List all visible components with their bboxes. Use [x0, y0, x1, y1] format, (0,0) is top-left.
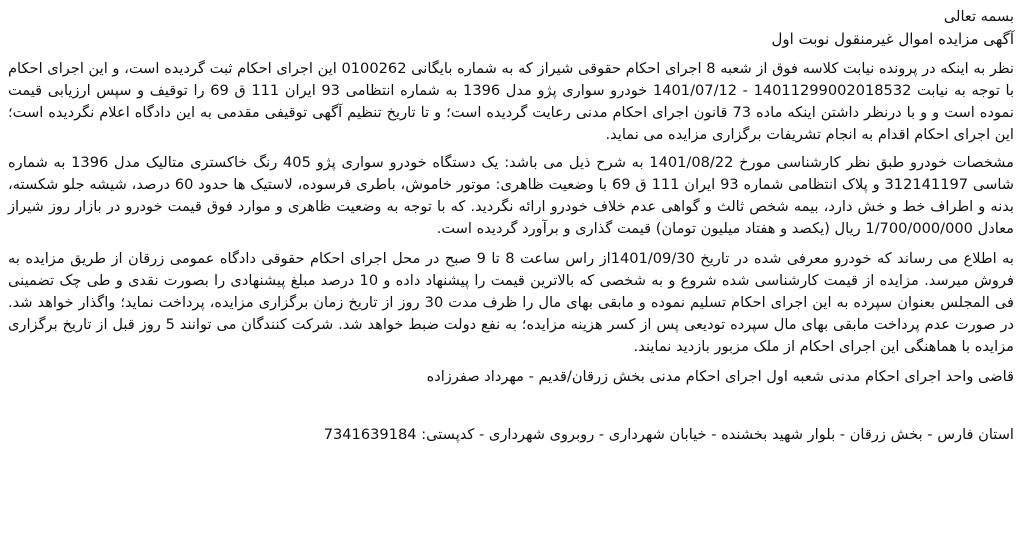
paragraph-vehicle-specs: مشخصات خودرو طبق نظر کارشناسی مورخ 1401/08/22 به شرح ذیل می باشد: یک دستگاه خودرو سواری پژو 405 رنگ خاکستری متالیک مدل 1396 به شماره شاسی 312141197 و پلاک انتظامی شماره 93 ایران 111 ق 69 با وضعیت ظاهری: موتور خاموش، باطری فرسوده، لاستیک ها حدود 60 درصد، شیشه جلو شکسته، بدنه و اطراف خط و خش دارد، بیمه شخص ثالث و گواهی عدم خلاف خودرو ارائه نگردید. که با توجه به وضعیت ظاهری و موارد فوق قیمت خودرو در بازار روز شیراز معادل 1/700/000/000 ریال (یکصد و هفتاد میلیون تومان) قیمت گذاری و برآورد گردیده است. [8, 154, 1014, 237]
paragraph-auction-terms: به اطلاع می رساند که خودرو معرفی شده در تاریخ 1401/09/30از راس ساعت 8 تا 9 صبح در محل اجرای احکام حقوقی دادگاه عمومی زرقان از طریق مزایده به فروش میرسد. مزایده از قیمت کارشناسی شده شروع و به شخصی که بالاترین قیمت را پیشنهاد داده و 10 درصد مبلغ پیشنهادی را بصورت نقدی و طی چک تضمینی فی المجلس بعنوان سپرده به این اجرای احکام تسلیم نموده و مابقی بهای مال را ظرف مدت 30 روز از تاریخ زمان برگزاری مزایده، پرداخت نماید؛ واگذار خواهد شد. در صورت عدم پرداخت مابقی بهای مال سپرده تودیعی پس از کسر هزینه مزایده؛ به نفع دولت ضبط خواهد شد. شرکت کنندگان می توانند 5 روز قبل از تاریخ برگزاری مزایده با هماهنگی این اجرای احکام از ملک مزبور بازدید نمایند. [8, 250, 1015, 355]
document-header: بسمه تعالی [943, 8, 1014, 25]
document-title: آگهی مزایده اموال غیرمنقول نوبت اول [771, 30, 1014, 48]
judge-signature: قاضی واحد اجرای احکام مدنی شعبه اول اجرای احکام مدنی بخش زرقان/قدیم - مهرداد صفرزاده [426, 368, 1014, 385]
office-address: استان فارس - بخش زرقان - بلوار شهید بخشنده - خیابان شهرداری - روبروی شهرداری - کدپستی: 7341639184 [323, 426, 1014, 443]
paragraph-intro: نظر به اینکه در پرونده نیابت کلاسه فوق از شعبه 8 اجرای احکام حقوقی شیراز که به شماره بایگانی 0100262 این اجرای احکام ثبت گردیده است، و این اجرای احکام با توجه به نیابت 14011299002018532 - 1401/07/12 خودرو سواری پژو مدل 1396 به شماره انتظامی 93 ایران 111 ق 69 را توقیف و سپس ارزیابی قیمت نموده است و و با درنظر داشتن اینکه ماده 73 قانون اجرای احکام مدنی رعایت گردیده است؛ و تا تاریخ تنظیم آگهی توقیفی مقدمی به این دادگاه اعلام نگردیده است؛ این اجرای احکام اقدام به انجام تشریفات برگزاری مزایده می نماید. [8, 60, 1015, 143]
